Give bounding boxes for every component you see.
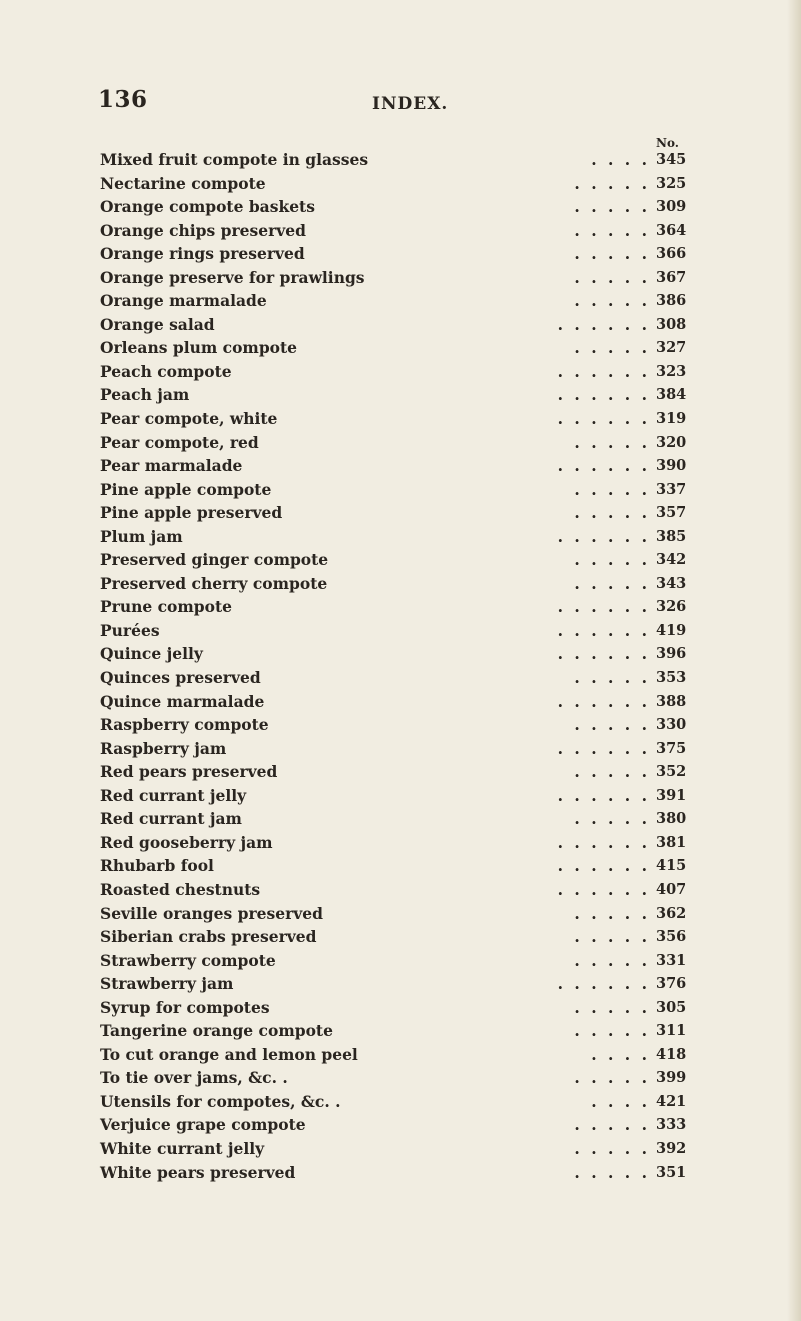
index-entry: [100, 972, 700, 996]
entry-number: 362: [656, 904, 687, 922]
index-entries: [100, 148, 700, 1184]
dot-leader: . . . . .: [574, 927, 650, 947]
entry-title: Strawberry jam: [100, 974, 234, 994]
index-entry: [100, 1019, 700, 1043]
entry-number: 386: [656, 292, 687, 310]
entry-number: 342: [656, 551, 687, 569]
entry-title: White pears preserved: [100, 1162, 296, 1182]
dot-leader: . . . . .: [574, 1115, 650, 1135]
index-entry: [100, 548, 700, 572]
entry-title: Preserved cherry compote: [100, 573, 328, 593]
index-entry: [100, 219, 700, 243]
index-entry: [100, 1161, 700, 1185]
entry-number: 309: [656, 198, 687, 216]
entry-title: Peach jam: [100, 385, 190, 405]
entry-title: Siberian crabs preserved: [100, 927, 317, 947]
dot-leader: . . . . . .: [557, 361, 650, 381]
entry-title: Red pears preserved: [100, 762, 278, 782]
dot-leader: . . . . .: [574, 668, 650, 688]
entry-title: Quinces preserved: [100, 668, 261, 688]
number-column-heading: No.: [656, 136, 679, 150]
entry-title: Rhubarb fool: [100, 856, 214, 876]
dot-leader: . . . . .: [574, 573, 650, 593]
dot-leader: . . . . . .: [557, 526, 650, 546]
index-entry: [100, 642, 700, 666]
index-entry: [100, 572, 700, 596]
entry-title: Plum jam: [100, 526, 183, 546]
dot-leader: . . . . .: [574, 1138, 650, 1158]
entry-number: 323: [656, 362, 687, 380]
index-entry: [100, 760, 700, 784]
index-entry: [100, 690, 700, 714]
index-entry: [100, 313, 700, 337]
dot-leader: . . . . .: [574, 220, 650, 240]
index-entry: [100, 737, 700, 761]
index-entry: [100, 666, 700, 690]
index-entry: [100, 242, 700, 266]
dot-leader: . . . . . .: [557, 620, 650, 640]
entry-number: 326: [656, 598, 687, 616]
entry-title: Pear compote, white: [100, 409, 278, 429]
dot-leader: . . . . .: [574, 903, 650, 923]
entry-title: Purées: [100, 620, 160, 640]
entry-number: 308: [656, 315, 687, 333]
index-entry: [100, 925, 700, 949]
entry-title: Quince jelly: [100, 644, 203, 664]
entry-number: 384: [656, 386, 687, 404]
index-entry: [100, 1113, 700, 1137]
index-entry: [100, 784, 700, 808]
entry-number: 364: [656, 221, 687, 239]
dot-leader: . . . . . .: [557, 409, 650, 429]
dot-leader: . . . . . .: [557, 879, 650, 899]
index-entry: [100, 148, 700, 172]
entry-number: 311: [656, 1022, 687, 1040]
entry-number: 392: [656, 1139, 687, 1157]
entry-number: 319: [656, 410, 687, 428]
dot-leader: . . . . .: [574, 197, 650, 217]
index-entry: [100, 289, 700, 313]
index-entry: [100, 854, 700, 878]
index-entry: [100, 407, 700, 431]
entry-number: 380: [656, 810, 687, 828]
index-entry: [100, 360, 700, 384]
entry-number: 305: [656, 998, 687, 1016]
entry-title: Roasted chestnuts: [100, 879, 261, 899]
entry-number: 366: [656, 245, 687, 263]
dot-leader: . . . . .: [574, 173, 650, 193]
entry-title: Orange chips preserved: [100, 220, 306, 240]
entry-title: Mixed fruit compote in glasses: [100, 150, 369, 169]
dot-leader: . . . . .: [574, 244, 650, 264]
entry-number: 367: [656, 268, 687, 286]
index-entry: [100, 431, 700, 455]
dot-leader: . . . .: [591, 1091, 650, 1111]
dot-leader: . . . . .: [574, 291, 650, 311]
entry-title: To tie over jams, &c. .: [100, 1068, 288, 1088]
page-edge-shadow: [787, 0, 801, 1321]
index-entry: [100, 949, 700, 973]
entry-title: Nectarine compote: [100, 173, 266, 193]
entry-title: Pine apple compote: [100, 479, 272, 499]
index-entry: [100, 595, 700, 619]
entry-title: Raspberry compote: [100, 715, 269, 735]
entry-title: Quince marmalade: [100, 691, 265, 711]
dot-leader: . . . . . .: [557, 597, 650, 617]
entry-number: 352: [656, 763, 687, 781]
dot-leader: . . . . .: [574, 997, 650, 1017]
entry-title: Orange salad: [100, 314, 215, 334]
entry-title: Raspberry jam: [100, 738, 227, 758]
index-entry: [100, 619, 700, 643]
dot-leader: . . . . . .: [557, 314, 650, 334]
dot-leader: . . . . . .: [557, 974, 650, 994]
dot-leader: . . . . . .: [557, 785, 650, 805]
entry-title: Seville oranges preserved: [100, 903, 323, 923]
dot-leader: . . . . . .: [557, 385, 650, 405]
entry-title: Strawberry compote: [100, 950, 276, 970]
entry-number: 351: [656, 1163, 687, 1181]
index-entry: [100, 383, 700, 407]
entry-title: Utensils for compotes, &c. .: [100, 1091, 341, 1111]
entry-number: 327: [656, 339, 687, 357]
index-entry: [100, 831, 700, 855]
entry-number: 399: [656, 1069, 687, 1087]
index-entry: [100, 807, 700, 831]
dot-leader: . . . . .: [574, 715, 650, 735]
entry-number: 331: [656, 951, 687, 969]
dot-leader: . . . . .: [574, 950, 650, 970]
index-entry: [100, 1066, 700, 1090]
dot-leader: . . . . .: [574, 267, 650, 287]
entry-number: 407: [656, 880, 687, 898]
index-entry: [100, 1137, 700, 1161]
dot-leader: . . . . .: [574, 503, 650, 523]
index-entry: [100, 902, 700, 926]
entry-title: Orange rings preserved: [100, 244, 305, 264]
entry-number: 418: [656, 1045, 687, 1063]
entry-number: 385: [656, 527, 687, 545]
entry-number: 325: [656, 174, 687, 192]
entry-title: Orange marmalade: [100, 291, 267, 311]
entry-title: To cut orange and lemon peel: [100, 1044, 358, 1064]
entry-number: 343: [656, 574, 687, 592]
entry-title: White currant jelly: [100, 1138, 265, 1158]
dot-leader: . . . . .: [574, 809, 650, 829]
entry-title: Red currant jam: [100, 809, 242, 829]
entry-title: Syrup for compotes: [100, 997, 270, 1017]
entry-number: 375: [656, 739, 687, 757]
dot-leader: . . . . .: [574, 1162, 650, 1182]
entry-title: Pear marmalade: [100, 456, 243, 476]
index-entry: [100, 195, 700, 219]
index-entry: [100, 501, 700, 525]
entry-title: Red currant jelly: [100, 785, 247, 805]
dot-leader: . . . . .: [574, 762, 650, 782]
entry-number: 333: [656, 1116, 687, 1134]
entry-title: Red gooseberry jam: [100, 832, 273, 852]
entry-title: Verjuice grape compote: [100, 1115, 306, 1135]
dot-leader: . . . .: [591, 150, 650, 169]
index-entry: [100, 713, 700, 737]
index-entry: [100, 172, 700, 196]
entry-number: 330: [656, 716, 687, 734]
entry-number: 356: [656, 928, 687, 946]
index-entry: [100, 1090, 700, 1114]
entry-number: 396: [656, 645, 687, 663]
index-entry: [100, 336, 700, 360]
entry-number: 381: [656, 833, 687, 851]
entry-number: 376: [656, 975, 687, 993]
entry-title: Pine apple preserved: [100, 503, 283, 523]
dot-leader: . . . .: [591, 1044, 650, 1064]
dot-leader: . . . . .: [574, 432, 650, 452]
index-entry: [100, 525, 700, 549]
entry-title: Peach compote: [100, 361, 232, 381]
dot-leader: . . . . .: [574, 1021, 650, 1041]
entry-title: Orleans plum compote: [100, 338, 298, 358]
entry-number: 353: [656, 669, 687, 687]
entry-number: 357: [656, 504, 687, 522]
entry-number: 415: [656, 857, 687, 875]
dot-leader: . . . . .: [574, 1068, 650, 1088]
entry-title: Orange preserve for prawlings: [100, 267, 365, 287]
entry-number: 388: [656, 692, 687, 710]
entry-number: 419: [656, 621, 687, 639]
entry-number: 337: [656, 480, 687, 498]
entry-title: Preserved ginger compote: [100, 550, 329, 570]
dot-leader: . . . . . .: [557, 856, 650, 876]
index-entry: [100, 1043, 700, 1067]
index-entry: [100, 454, 700, 478]
dot-leader: . . . . .: [574, 338, 650, 358]
index-entry: [100, 266, 700, 290]
entry-title: Orange compote baskets: [100, 197, 315, 217]
entry-number: 320: [656, 433, 687, 451]
index-entry: [100, 996, 700, 1020]
index-entry: [100, 478, 700, 502]
dot-leader: . . . . . .: [557, 456, 650, 476]
entry-number: 390: [656, 457, 687, 475]
entry-number: 391: [656, 786, 687, 804]
entry-title: Prune compote: [100, 597, 232, 617]
index-entry: [100, 878, 700, 902]
entry-title: Pear compote, red: [100, 432, 259, 452]
dot-leader: . . . . .: [574, 479, 650, 499]
entry-title: Tangerine orange compote: [100, 1021, 333, 1041]
running-head: INDEX.: [372, 94, 449, 114]
entry-number: 421: [656, 1092, 687, 1110]
entry-number: 345: [656, 151, 687, 168]
dot-leader: . . . . . .: [557, 832, 650, 852]
page-number: 136: [98, 86, 148, 113]
dot-leader: . . . . . .: [557, 644, 650, 664]
dot-leader: . . . . .: [574, 550, 650, 570]
dot-leader: . . . . . .: [557, 738, 650, 758]
dot-leader: . . . . . .: [557, 691, 650, 711]
